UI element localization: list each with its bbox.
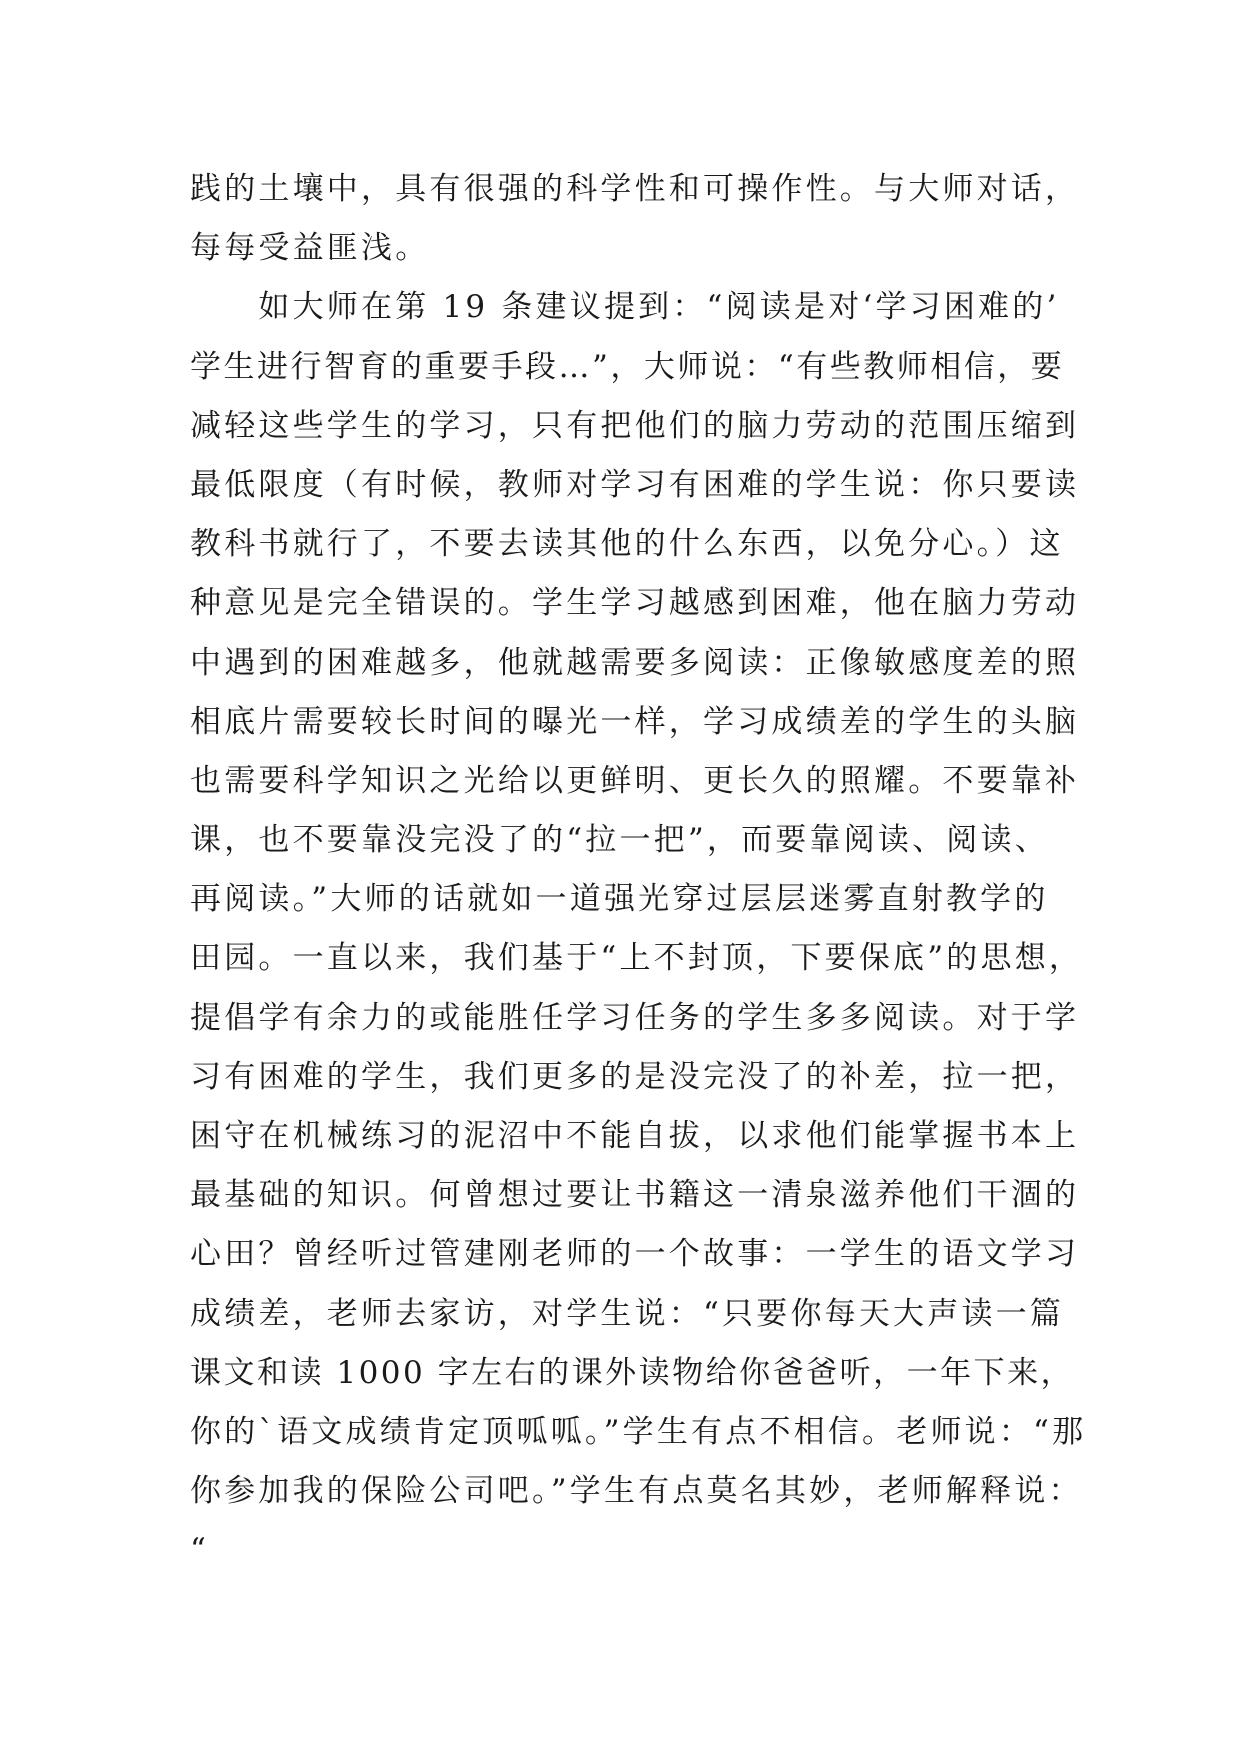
text-line: 最基础的知识。何曾想过要让书籍这一清泉滋养他们干涸的 — [190, 1177, 1080, 1214]
text-line: 再阅读。”大师的话就如一道强光穿过层层迷雾直射教学的 — [190, 881, 1049, 918]
text-line: 成绩差，老师去家访，对学生说：“只要你每天大声读一篇 — [190, 1295, 1065, 1332]
text-line: 中遇到的困难越多，他就越需要多阅读：正像敏感度差的照 — [190, 644, 1080, 681]
text-line: 课文和读 1000 字左右的课外读物给你爸爸听，一年下来， — [190, 1354, 1075, 1391]
text-line: 你的`语文成绩肯定顶呱呱。”学生有点不相信。老师说：“那 — [190, 1413, 1087, 1450]
text-line: 教科书就行了，不要去读其他的什么东西，以免分心。）这 — [190, 526, 1064, 563]
text-line: 你参加我的保险公司吧。”学生有点莫名其妙，老师解释说： — [190, 1473, 1083, 1510]
text-line: 提倡学有余力的或能胜任学习任务的学生多多阅读。对于学 — [190, 999, 1080, 1036]
text-line: 习有困难的学生，我们更多的是没完没了的补差，拉一把， — [190, 1058, 1080, 1095]
text-line: 如大师在第 19 条建议提到：“阅读是对‘学习困难的’ — [190, 289, 1060, 326]
text-line: 困守在机械练习的泥沼中不能自拔，以求他们能掌握书本上 — [190, 1118, 1080, 1154]
text-line: 田园。一直以来，我们基于“上不封顶，下要保底”的思想， — [190, 940, 1084, 977]
text-line: 践的土壤中，具有很强的科学性和可操作性。与大师对话， — [190, 171, 1080, 207]
text-line: 每每受益匪浅。 — [190, 230, 430, 267]
text-line: 最低限度（有时候，教师对学习有困难的学生说：你只要读 — [190, 466, 1080, 503]
text-line: 种意见是完全错误的。学生学习越感到困难，他在脑力劳动 — [190, 585, 1080, 622]
body-text — [190, 160, 1090, 1581]
text-line: 学生进行智育的重要手段…”，大师说：“有些教师相信，要 — [190, 348, 1065, 385]
text-line: 课，也不要靠没完没了的“拉一把”，而要靠阅读、阅读、 — [190, 822, 1049, 859]
text-line: 相底片需要较长时间的曝光一样，学习成绩差的学生的头脑 — [190, 703, 1080, 740]
text-line: 也需要科学知识之光给以更鲜明、更长久的照耀。不要靠补 — [190, 762, 1080, 799]
text-line: 减轻这些学生的学习，只有把他们的脑力劳动的范围压缩到 — [190, 407, 1080, 444]
text-line: 心田？曾经听过管建刚老师的一个故事：一学生的语文学习 — [190, 1236, 1080, 1273]
text-line: “ — [190, 1532, 210, 1569]
